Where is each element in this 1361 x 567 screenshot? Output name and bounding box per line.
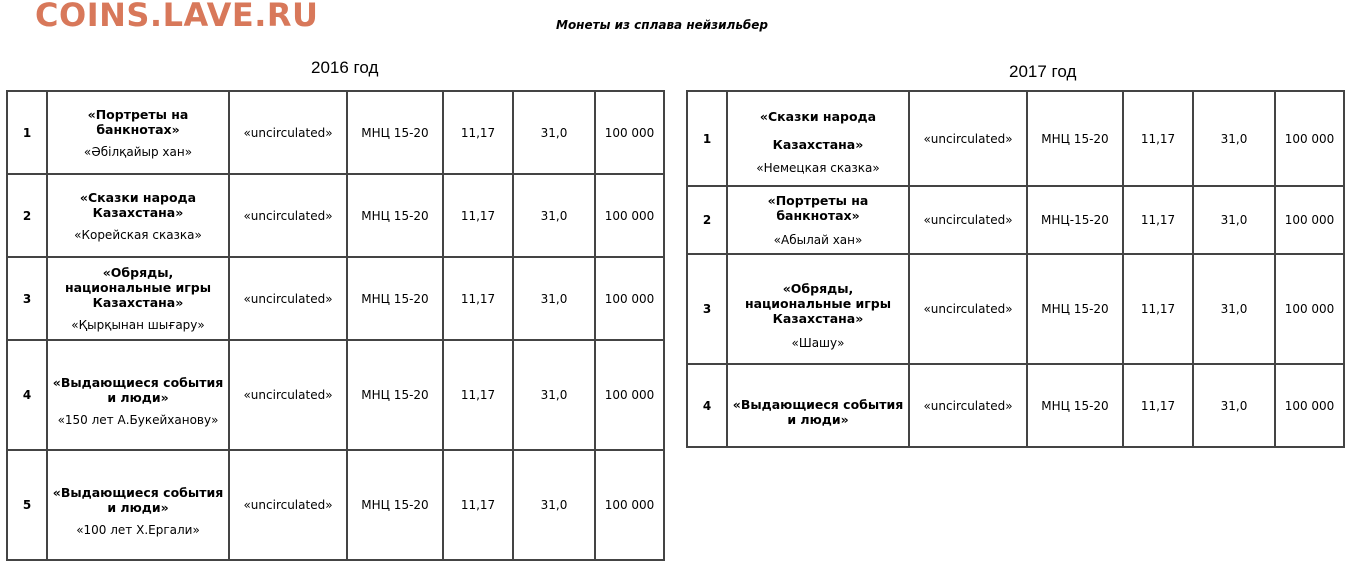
mintage-cell: 100 000 — [1275, 186, 1344, 254]
diameter-cell: 31,0 — [513, 257, 595, 340]
page-subtitle: Монеты из сплава нейзильбер — [556, 18, 769, 32]
diameter-cell: 31,0 — [513, 174, 595, 257]
table-row — [7, 257, 664, 340]
diameter-cell: 31,0 — [1193, 91, 1275, 186]
row-number: 2 — [687, 186, 727, 254]
metal-cell: МНЦ 15-20 — [1027, 91, 1123, 186]
table-row — [687, 364, 1344, 447]
site-logo[interactable]: COINS.LAVE.RU — [35, 0, 319, 34]
coin-name: «150 лет А.Букейханову» — [57, 413, 219, 427]
series-name: «Портреты на банкнотах» — [87, 106, 189, 137]
metal-cell: МНЦ-15-20 — [1027, 186, 1123, 254]
metal-cell: МНЦ 15-20 — [347, 174, 443, 257]
metal-cell: МНЦ 15-20 — [347, 257, 443, 340]
coin-name: «Немецкая сказка» — [756, 160, 880, 175]
quality-cell: «uncirculated» — [229, 174, 347, 257]
coins-table-2017 — [686, 90, 1345, 448]
diameter-cell: 31,0 — [1193, 254, 1275, 364]
row-number: 4 — [7, 340, 47, 450]
year-heading-2016: 2016 год — [311, 58, 379, 77]
weight-cell: 11,17 — [1123, 186, 1193, 254]
series-name: «Выдающиеся события и люди» — [52, 375, 224, 405]
quality-cell: «uncirculated» — [229, 340, 347, 450]
quality-cell: «uncirculated» — [909, 186, 1027, 254]
coin-title-cell — [47, 91, 229, 174]
coin-name: «Әбілқайыр хан» — [83, 144, 193, 159]
diameter-cell: 31,0 — [1193, 364, 1275, 447]
row-number: 4 — [687, 364, 727, 447]
row-number: 3 — [687, 254, 727, 364]
diameter-cell: 31,0 — [513, 91, 595, 174]
series-name: «Выдающиеся события и люди» — [732, 396, 904, 427]
weight-cell: 11,17 — [443, 340, 513, 450]
quality-cell: «uncirculated» — [229, 450, 347, 560]
year-heading-2017: 2017 год — [1009, 62, 1077, 81]
mintage-cell: 100 000 — [1275, 254, 1344, 364]
mintage-cell: 100 000 — [595, 450, 664, 560]
coin-name: «Қырқынан шығару» — [71, 318, 205, 332]
table-row — [7, 450, 664, 560]
quality-cell: «uncirculated» — [229, 257, 347, 340]
table-row — [7, 340, 664, 450]
weight-cell: 11,17 — [443, 91, 513, 174]
coin-name: «100 лет Х.Ергали» — [76, 523, 200, 537]
coin-title-cell — [727, 254, 909, 364]
weight-cell: 11,17 — [1123, 364, 1193, 447]
metal-cell: МНЦ 15-20 — [1027, 254, 1123, 364]
coins-table-2016 — [6, 90, 665, 561]
table-row — [7, 174, 664, 257]
coin-name: «Корейская сказка» — [74, 227, 202, 242]
coin-title-cell — [47, 174, 229, 257]
row-number: 1 — [7, 91, 47, 174]
mintage-cell: 100 000 — [1275, 91, 1344, 186]
quality-cell: «uncirculated» — [909, 91, 1027, 186]
table-row — [687, 186, 1344, 254]
weight-cell: 11,17 — [443, 450, 513, 560]
metal-cell: МНЦ 15-20 — [347, 91, 443, 174]
series-name: «Выдающиеся события и люди» — [52, 485, 224, 515]
series-name: «Сказки народа Казахстана» — [759, 108, 877, 152]
weight-cell: 11,17 — [1123, 254, 1193, 364]
mintage-cell: 100 000 — [1275, 364, 1344, 447]
metal-cell: МНЦ 15-20 — [1027, 364, 1123, 447]
quality-cell: «uncirculated» — [909, 364, 1027, 447]
series-name: «Обряды, национальные игры Казахстана» — [744, 280, 892, 326]
mintage-cell: 100 000 — [595, 340, 664, 450]
coin-title-cell — [47, 340, 229, 450]
diameter-cell: 31,0 — [513, 340, 595, 450]
row-number: 2 — [7, 174, 47, 257]
table-row — [687, 91, 1344, 186]
row-number: 5 — [7, 450, 47, 560]
quality-cell: «uncirculated» — [909, 254, 1027, 364]
weight-cell: 11,17 — [443, 174, 513, 257]
metal-cell: МНЦ 15-20 — [347, 450, 443, 560]
diameter-cell: 31,0 — [513, 450, 595, 560]
coin-name: «Абылай хан» — [773, 233, 863, 247]
coin-name: «Шашу» — [791, 335, 845, 350]
coin-title-cell — [47, 450, 229, 560]
diameter-cell: 31,0 — [1193, 186, 1275, 254]
mintage-cell: 100 000 — [595, 91, 664, 174]
coin-title-cell — [727, 364, 909, 447]
weight-cell: 11,17 — [1123, 91, 1193, 186]
coin-title-cell — [727, 186, 909, 254]
series-name: «Сказки народа Казахстана» — [79, 189, 197, 220]
coin-title-cell — [47, 257, 229, 340]
mintage-cell: 100 000 — [595, 257, 664, 340]
table-row — [687, 254, 1344, 364]
series-name: «Портреты на банкнотах» — [767, 193, 869, 223]
weight-cell: 11,17 — [443, 257, 513, 340]
metal-cell: МНЦ 15-20 — [347, 340, 443, 450]
row-number: 1 — [687, 91, 727, 186]
row-number: 3 — [7, 257, 47, 340]
series-name: «Обряды, национальные игры Казахстана» — [64, 265, 212, 310]
mintage-cell: 100 000 — [595, 174, 664, 257]
quality-cell: «uncirculated» — [229, 91, 347, 174]
table-row — [7, 91, 664, 174]
coin-title-cell — [727, 91, 909, 186]
